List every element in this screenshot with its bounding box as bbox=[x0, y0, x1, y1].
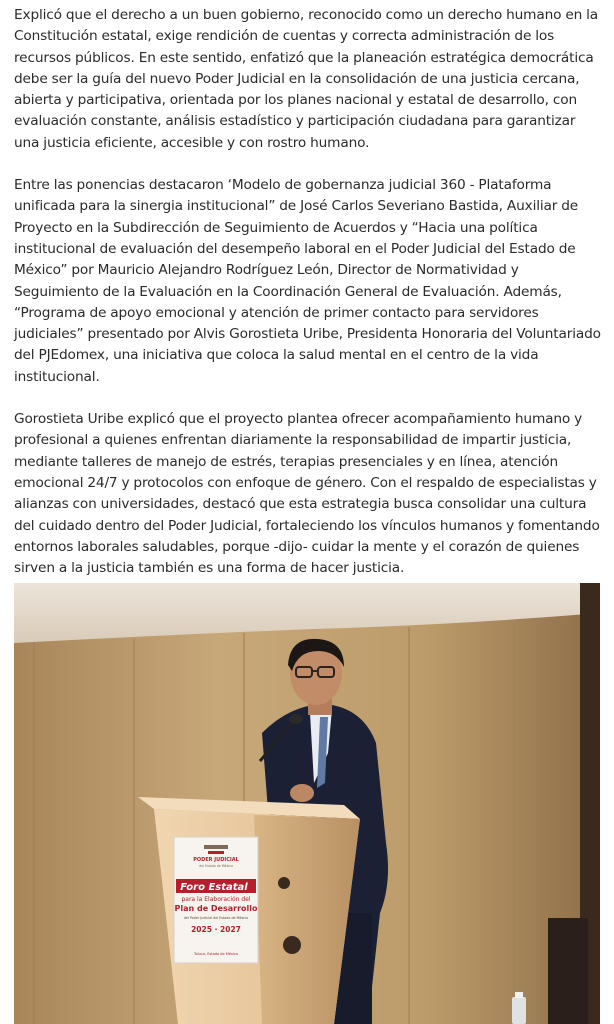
podium-line2: para la Elaboración del bbox=[181, 896, 251, 903]
article-paragraph: Entre las ponencias destacaron ‘Modelo de gobernanza judicial 360 - Plataforma unificada para la sinergia institucional” de José Carlos Severiano Bastida, Auxiliar de Proyecto en la Subdirección de Seguimiento de Acuerdos y “Hacia una política institucional de evaluación del desempeño laboral en el Poder Judicial del Estado de México” por Mauricio Alejandro Rodríguez León, Director de Normatividad y Seguimiento de la Evaluación en la Coordinación General de Evaluación. Además, “Programa de apoyo emocional y atención de primer contacto para servidores judiciales” presentado por Alvis Gorostieta Uribe, Presidenta Honoraria del Voluntariado del PJEdomex, una iniciativa que coloca la salud mental en el centro de la vida institucional. bbox=[14, 177, 601, 385]
podium-footer: Toluca, Estado de México bbox=[194, 952, 238, 956]
podium-org: PODER JUDICIAL bbox=[193, 857, 239, 863]
article-photo bbox=[14, 583, 600, 1024]
podium-line3: Plan de Desarrollo bbox=[174, 904, 258, 913]
article-paragraph: Gorostieta Uribe explicó que el proyecto plantea ofrecer acompañamiento humano y profesional a quienes enfrentan diariamente la responsabilidad de impartir justicia, mediante talleres de manejo de estrés, terapias presenciales y en línea, atención emocional 24/7 y protocolos con enfoque de género. Con el respaldo de especialistas y alianzas con universidades, destacó que esta estrategia busca consolidar una cultura del cuidado dentro del Poder Judicial, fortaleciendo los vínculos humanos y fomentando entornos laborales saludables, porque -dijo- cuidar la mente y el corazón de quienes sirven a la justicia también es una forma de hacer justicia. bbox=[14, 411, 600, 577]
podium-org-sub: del Estado de México bbox=[199, 864, 233, 868]
podium-sign bbox=[174, 837, 258, 963]
podium-years: 2025 · 2027 bbox=[191, 925, 241, 934]
podium-line4: del Poder Judicial del Estado de México bbox=[183, 916, 249, 920]
speaker-at-podium-image bbox=[14, 583, 600, 1024]
article-body bbox=[14, 5, 602, 600]
article-paragraph: Explicó que el derecho a un buen gobierno, reconocido como un derecho humano en la Constitución estatal, exige rendición de cuentas y correcta administración de los recursos públicos. En este sentido, enfatizó que la planeación estratégica democrática debe ser la guía del nuevo Poder Judicial en la consolidación de una justicia cercana, abierta y participativa, orientada por los planes nacional y estatal de desarrollo, con evaluación constante, análisis estadístico y participación ciudadana para garantizar una justicia eficiente, accesible y con rostro humano. bbox=[14, 7, 599, 151]
podium-line1: Foro Estatal bbox=[180, 882, 248, 893]
